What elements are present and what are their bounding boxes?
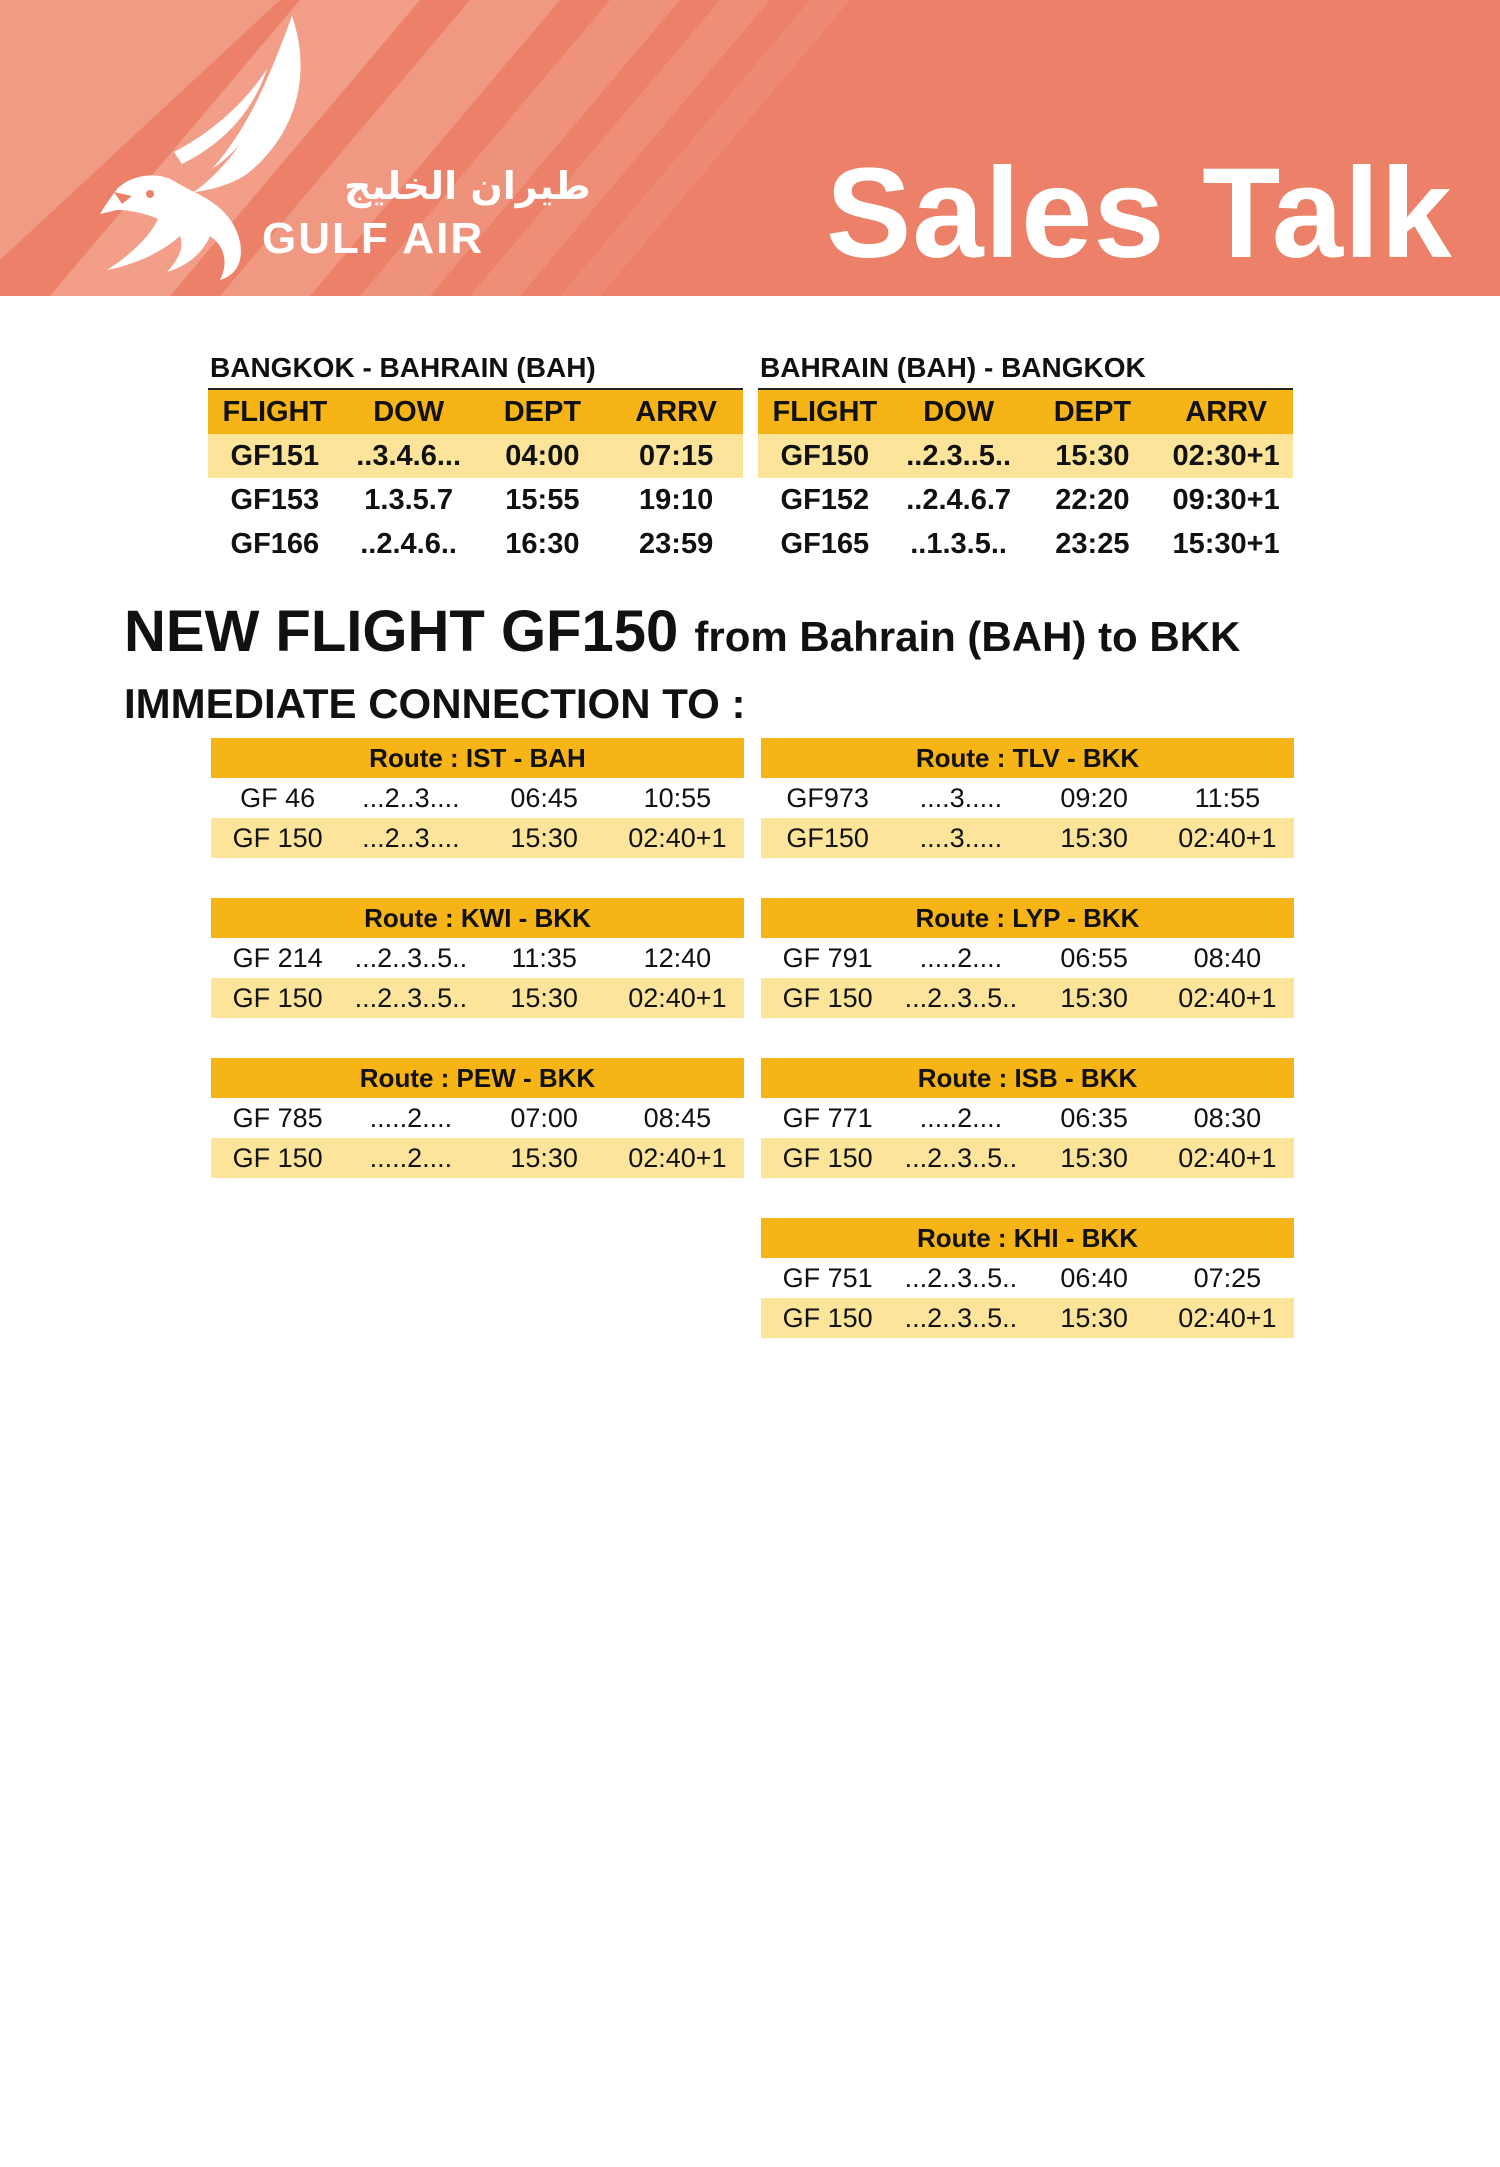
column-header: DEPT — [503, 395, 582, 428]
arrv-cell: 08:40 — [1193, 942, 1262, 973]
table-row — [211, 1098, 744, 1138]
column-header: DEPT — [1053, 395, 1132, 428]
table-row — [761, 1138, 1294, 1178]
dept-cell: 15:30 — [1060, 1302, 1128, 1333]
dow-cell: ...2..3.... — [362, 822, 460, 853]
schedule-header-row — [758, 390, 1293, 434]
flight-cell: GF 785 — [232, 1102, 323, 1133]
arrv-cell: 08:45 — [643, 1102, 712, 1133]
dow-cell: ...2..3.... — [362, 782, 460, 813]
arrv-cell: 02:40+1 — [628, 1142, 727, 1173]
dow-cell: ..3.4.6... — [356, 439, 462, 472]
flight-cell: GF 150 — [782, 1302, 873, 1333]
flight-cell: GF 771 — [782, 1102, 873, 1133]
page-title: Sales Talk — [826, 142, 1453, 285]
logo-text: GULF AIR — [262, 214, 485, 263]
table-row — [761, 1298, 1294, 1338]
column-header: DOW — [923, 395, 995, 428]
dow-cell: ....3..... — [919, 782, 1003, 813]
column-header: DOW — [373, 395, 445, 428]
column-header: ARRV — [1185, 395, 1267, 428]
table-row — [211, 818, 744, 858]
arrv-cell: 11:55 — [1194, 782, 1261, 813]
arrv-cell: 19:10 — [639, 483, 714, 516]
arrv-cell: 07:15 — [639, 439, 714, 472]
arrv-cell: 08:30 — [1193, 1102, 1262, 1133]
dept-cell: 06:55 — [1060, 942, 1128, 973]
route-title: Route : TLV - BKK — [761, 738, 1294, 778]
arrv-cell: 10:55 — [643, 782, 712, 813]
dept-cell: 11:35 — [511, 942, 577, 973]
column-header: FLIGHT — [222, 395, 328, 428]
arrv-cell: 23:59 — [639, 527, 714, 560]
table-row — [208, 478, 743, 522]
flight-cell: GF165 — [780, 527, 870, 560]
arrv-cell: 02:40+1 — [1178, 1142, 1277, 1173]
dept-cell: 06:40 — [1060, 1262, 1128, 1293]
route-title: Route : LYP - BKK — [761, 898, 1294, 938]
dept-cell: 22:20 — [1055, 483, 1130, 516]
route-table-isb-bkk — [761, 1058, 1294, 1178]
schedule-caption: BAHRAIN (BAH) - BANGKOK — [758, 350, 1293, 390]
dept-cell: 15:30 — [510, 1142, 578, 1173]
dow-cell: .....2.... — [369, 1142, 453, 1173]
flight-cell: GF 791 — [782, 942, 873, 973]
route-title: Route : KWI - BKK — [211, 898, 744, 938]
table-row — [208, 434, 743, 478]
dow-cell: ...2..3..5.. — [904, 1142, 1018, 1173]
route-table-kwi-bkk — [211, 898, 744, 1018]
dow-cell: .....2.... — [919, 942, 1003, 973]
flight-cell: GF 214 — [232, 942, 323, 973]
logo-arabic-text: طيران الخليج — [344, 164, 591, 208]
dow-cell: ..2.4.6.. — [360, 527, 457, 560]
header-banner — [0, 0, 1500, 296]
arrv-cell: 07:25 — [1193, 1262, 1262, 1293]
flight-cell: GF973 — [786, 782, 869, 813]
table-row — [758, 478, 1293, 522]
dept-cell: 15:30 — [1060, 982, 1128, 1013]
table-row — [761, 938, 1294, 978]
arrv-cell: 02:40+1 — [1178, 1302, 1277, 1333]
schedule-bah-bkk — [758, 350, 1293, 566]
dow-cell: ....3..... — [919, 822, 1003, 853]
table-row — [758, 434, 1293, 478]
schedule-caption: BANGKOK - BAHRAIN (BAH) — [208, 350, 743, 390]
flight-cell: GF 150 — [782, 982, 873, 1013]
route-title: Route : PEW - BKK — [211, 1058, 744, 1098]
dept-cell: 06:45 — [510, 782, 578, 813]
column-header: FLIGHT — [772, 395, 878, 428]
route-table-tlv-bkk — [761, 738, 1294, 858]
route-title: Route : IST - BAH — [211, 738, 744, 778]
table-row — [758, 522, 1293, 566]
arrv-cell: 12:40 — [643, 942, 712, 973]
flight-cell: GF 46 — [240, 782, 316, 813]
dept-cell: 16:30 — [505, 527, 580, 560]
arrv-cell: 15:30+1 — [1172, 527, 1280, 560]
schedule-bkk-bah — [208, 350, 743, 566]
headline-rest: from Bahrain (BAH) to BKK — [694, 613, 1241, 660]
dept-cell: 15:30 — [510, 982, 578, 1013]
column-header: ARRV — [635, 395, 717, 428]
flight-cell: GF 150 — [782, 1142, 873, 1173]
table-row — [761, 818, 1294, 858]
dow-cell: ...2..3..5.. — [354, 982, 468, 1013]
dow-cell: .....2.... — [369, 1102, 453, 1133]
flight-cell: GF152 — [780, 483, 870, 516]
route-table-ist-bah — [211, 738, 744, 858]
table-row — [761, 1258, 1294, 1298]
route-title: Route : KHI - BKK — [761, 1218, 1294, 1258]
table-row — [208, 522, 743, 566]
dow-cell: ..2.3..5.. — [906, 439, 1012, 472]
dow-cell: ..2.4.6.7 — [906, 483, 1012, 516]
table-row — [211, 1138, 744, 1178]
arrv-cell: 02:40+1 — [1178, 982, 1277, 1013]
flight-cell: GF 751 — [782, 1262, 873, 1293]
dept-cell: 15:30 — [510, 822, 578, 853]
arrv-cell: 02:40+1 — [628, 822, 727, 853]
table-row — [761, 1098, 1294, 1138]
arrv-cell: 02:40+1 — [1178, 822, 1277, 853]
dept-cell: 06:35 — [1060, 1102, 1128, 1133]
flight-cell: GF150 — [780, 439, 870, 472]
dow-cell: ..1.3.5.. — [910, 527, 1007, 560]
flight-cell: GF153 — [230, 483, 320, 516]
dow-cell: ...2..3..5.. — [354, 942, 468, 973]
gulf-air-logo — [62, 14, 591, 284]
table-row — [761, 778, 1294, 818]
dow-cell: .....2.... — [919, 1102, 1003, 1133]
flight-cell: GF166 — [230, 527, 320, 560]
arrv-cell: 09:30+1 — [1172, 483, 1280, 516]
flight-cell: GF 150 — [232, 982, 323, 1013]
dept-cell: 23:25 — [1055, 527, 1130, 560]
flight-cell: GF151 — [230, 439, 320, 472]
headline-main: NEW FLIGHT GF150 — [124, 599, 679, 664]
dept-cell: 15:55 — [505, 483, 580, 516]
flight-cell: GF150 — [786, 822, 869, 853]
dept-cell: 07:00 — [510, 1102, 578, 1133]
route-table-lyp-bkk — [761, 898, 1294, 1018]
table-row — [761, 978, 1294, 1018]
table-row — [211, 778, 744, 818]
schedule-header-row — [208, 390, 743, 434]
flight-cell: GF 150 — [232, 822, 323, 853]
route-table-khi-bkk — [761, 1218, 1294, 1338]
dept-cell: 09:20 — [1060, 782, 1128, 813]
route-table-pew-bkk — [211, 1058, 744, 1178]
dept-cell: 15:30 — [1060, 1142, 1128, 1173]
flight-cell: GF 150 — [232, 1142, 323, 1173]
dow-cell: 1.3.5.7 — [364, 483, 453, 516]
dept-cell: 15:30 — [1055, 439, 1130, 472]
dept-cell: 04:00 — [505, 439, 580, 472]
table-row — [211, 938, 744, 978]
dept-cell: 15:30 — [1060, 822, 1128, 853]
dow-cell: ...2..3..5.. — [904, 1302, 1018, 1333]
table-row — [211, 978, 744, 1018]
subheadline: IMMEDIATE CONNECTION TO : — [124, 680, 746, 727]
arrv-cell: 02:40+1 — [628, 982, 727, 1013]
dow-cell: ...2..3..5.. — [904, 982, 1018, 1013]
arrv-cell: 02:30+1 — [1172, 439, 1280, 472]
dow-cell: ...2..3..5.. — [904, 1262, 1018, 1293]
headline — [124, 598, 1240, 665]
route-title: Route : ISB - BKK — [761, 1058, 1294, 1098]
